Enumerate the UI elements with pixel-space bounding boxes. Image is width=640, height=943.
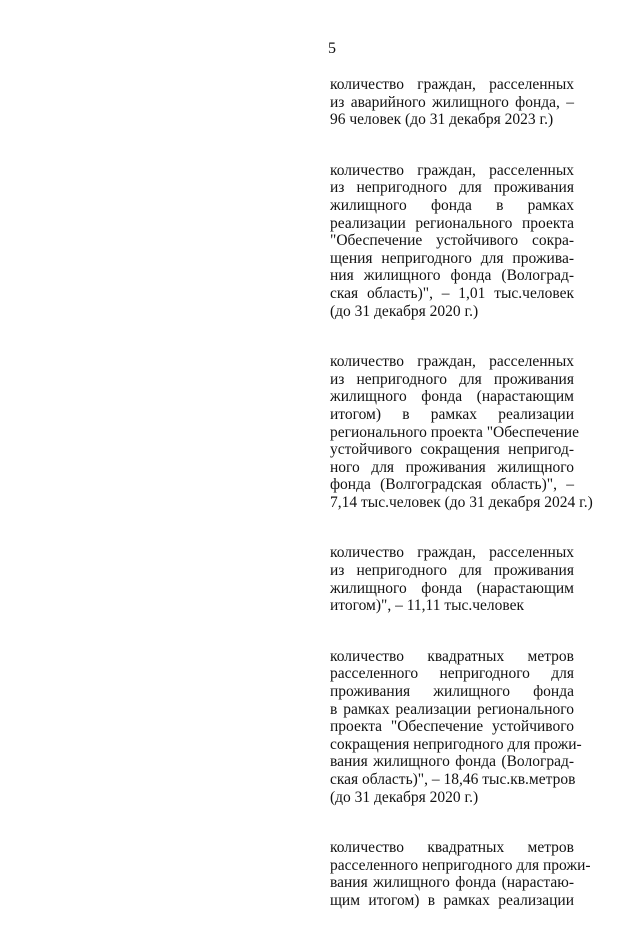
paragraph-5 [330,647,582,806]
paragraph-line: в рамках реализации регионального [330,700,574,718]
paragraph-line: 96 человек (до 31 декабря 2023 г.) [330,111,554,129]
paragraph-line: устойчивого сокращения непригод- [330,441,574,459]
paragraph-line: количество граждан, расселенных [330,161,574,179]
paragraph-line: жилищного фонда в рамках [330,196,574,214]
paragraph-line: из непригодного для проживания [330,370,574,388]
paragraph-line: проекта "Обеспечение устойчивого [330,718,574,736]
paragraph-line: (до 31 декабря 2020 г.) [330,788,479,806]
paragraph-line: расселенного непригодного для [330,665,574,683]
paragraph-3 [330,353,593,511]
paragraph-line: ного для проживания жилищного [330,458,574,476]
paragraph-line: из непригодного для проживания [330,562,574,580]
paragraph-line: итогом)", – 11,11 тыс.человек [330,597,525,615]
paragraph-line: жилищного фонда (нарастающим [330,579,574,597]
paragraph-line: итогом) в рамках реализации [330,405,574,423]
paragraph-line: (до 31 декабря 2020 г.) [330,302,479,320]
paragraph-line: реализации регионального проекта [330,214,574,232]
paragraph-line: сокращения непригодного для прожи- [330,735,582,753]
paragraph-line: количество квадратных метров [330,647,574,665]
paragraph-line: вания жилищного фонда (нарастаю- [330,874,574,892]
paragraph-6 [330,839,591,909]
paragraph-line: 7,14 тыс.человек (до 31 декабря 2024 г.) [330,493,593,511]
paragraph-line: ская область)", – 1,01 тыс.человек [330,284,574,302]
paragraph-line: жилищного фонда (нарастающим [330,388,574,406]
paragraph-2 [330,162,574,320]
paragraph-line: из аварийного жилищного фонда, – [330,93,574,111]
paragraph-line: ния жилищного фонда (Волоград- [330,267,574,285]
paragraph-line: из непригодного для проживания [330,179,574,197]
paragraph-line: количество граждан, расселенных [330,353,574,371]
paragraph-line: расселенного непригодного для прожи- [330,856,591,874]
paragraph-line: количество квадратных метров [330,839,574,857]
page-number: 5 [328,40,336,57]
paragraph-line: щим итогом) в рамках реализации [330,891,574,909]
text-column [330,76,593,943]
paragraph-line: щения непригодного для прожива- [330,249,574,267]
paragraph-1 [330,76,574,129]
paragraph-line: "Обеспечение устойчивого сокра- [330,232,574,250]
paragraph-line: фонда (Волгоградская область)", – [330,476,574,494]
paragraph-line: количество граждан, расселенных [330,544,574,562]
paragraph-line: проживания жилищного фонда [330,683,574,701]
paragraph-line: регионального проекта "Обеспечение [330,423,579,441]
paragraph-line: количество граждан, расселенных [330,76,574,93]
paragraph-line: ская область)", – 18,46 тыс.кв.метров [330,771,576,788]
paragraph-line: вания жилищного фонда (Волоград- [330,753,574,771]
paragraph-4 [330,544,574,614]
